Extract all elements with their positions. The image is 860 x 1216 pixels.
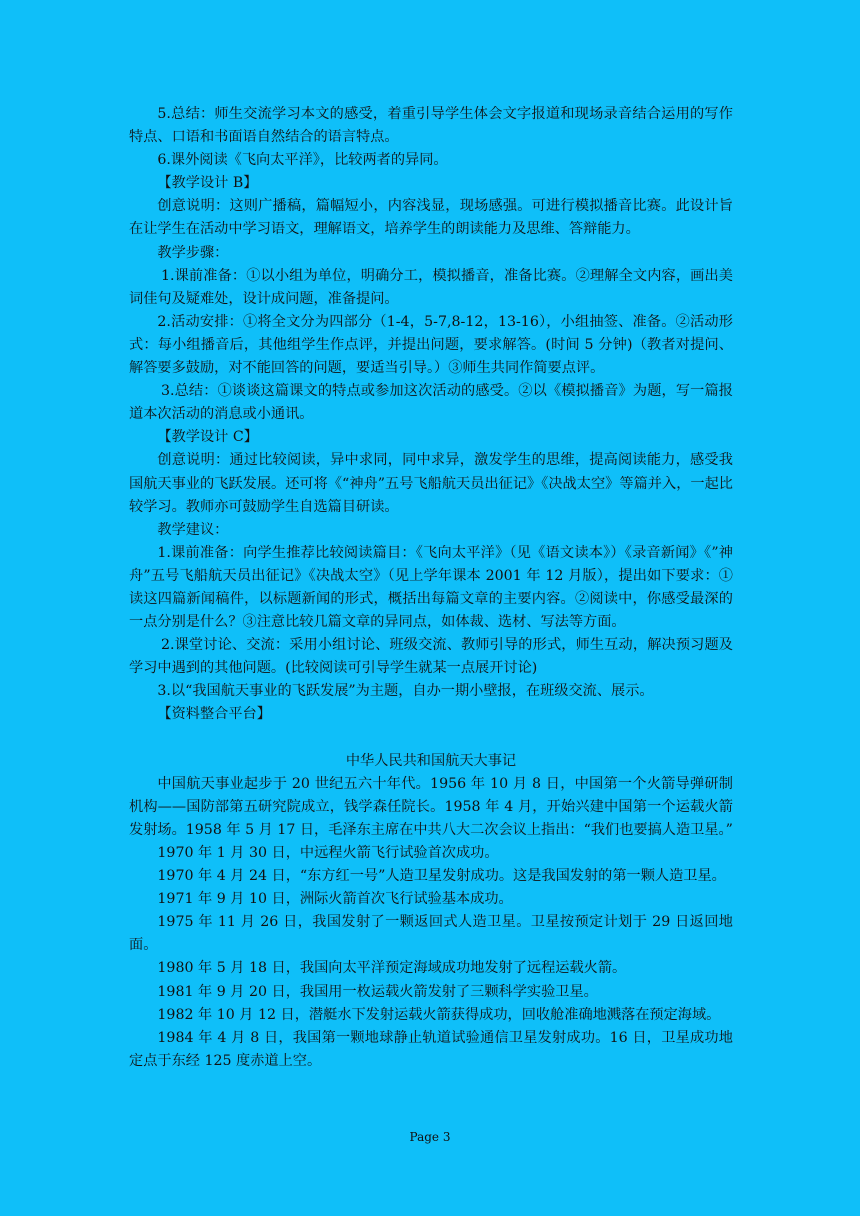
- paragraph: 2.课堂讨论、交流：采用小组讨论、班级交流、教师引导的形式，师生互动，解决预习题及学习中遇到的其他问题。(比较阅读可引导学生就某一点展开讨论): [129, 637, 733, 677]
- paragraph: 1980 年 5 月 18 日，我国向太平洋预定海域成功地发射了远程运载火箭。: [157, 960, 627, 977]
- section-heading-resources: 【资料整合平台】: [157, 706, 271, 723]
- paragraph: 1981 年 9 月 20 日，我国用一枚运载火箭发射了三颗科学实验卫星。: [157, 983, 598, 1000]
- paragraph: 5.总结：师生交流学习本文的感受，着重引导学生体会文字报道和现场录音结合运用的写作特点、口语和书面语自然结合的语言特点。: [129, 106, 733, 146]
- blank-line: [129, 727, 733, 750]
- paragraph: 3.总结：①谈谈这篇课文的特点或参加这次活动的感受。②以《模拟播音》为题，写一篇报道本次活动的消息或小通讯。: [129, 383, 733, 423]
- paragraph: 1.课前准备：①以小组为单位，明确分工，模拟播音，准备比赛。②理解全文内容，画出美词佳句及疑难处，设计成问题，准备提问。: [129, 267, 733, 307]
- paragraph: 1984 年 4 月 8 日，我国第一颗地球静止轨道试验通信卫星发射成功。16 日，卫星成功地定点于东经 125 度赤道上空。: [129, 1029, 733, 1069]
- paragraph: 1970 年 1 月 30 日，中远程火箭飞行试验首次成功。: [157, 845, 499, 861]
- section-title: 中华人民共和国航天大事记: [345, 752, 517, 769]
- page-footer: [0, 1130, 860, 1144]
- section-heading-design-b: 【教学设计 B】: [157, 175, 258, 192]
- paragraph: 1970 年 4 月 24 日，“东方红一号”人造卫星发射成功。这是我国发射的第一颗人造卫星。: [157, 868, 726, 885]
- paragraph: 中国航天事业起步于 20 世纪五六十年代。1956 年 10 月 8 日，中国第一个火箭导弹研制机构——国防部第五研究院成立，钱学森任院长。1958 年 4 月，开始兴建中国第一个运载火箭发射场。1958 年 5 月 17 日，毛泽东主席在中共八大二次会议上指出：“我们也要搞人造卫星。”: [129, 775, 733, 838]
- paragraph: 3.以“我国航天事业的飞跃发展”为主题，自办一期小壁报，在班级交流、展示。: [157, 683, 654, 700]
- paragraph: 2.活动安排：①将全文分为四部分（1-4，5-7,8-12，13-16），小组抽签、准备。②活动形式：每小组播音后，其他组学生作点评，并提出问题，要求解答。(时间 5 分钟)（教者对提问、解答要多鼓励，对不能回答的问题，要适当引导。）③师生共同作简要点评。: [129, 313, 733, 377]
- section-heading-design-c: 【教学设计 C】: [157, 429, 258, 446]
- page-number: Page 3: [409, 1130, 451, 1144]
- paragraph: 1982 年 10 月 12 日，潜艇水下发射运载火箭获得成功，回收舱准确地溅落在预定海域。: [157, 1006, 721, 1023]
- paragraph: 6.课外阅读《飞向太平洋》，比较两者的异同。: [157, 152, 448, 169]
- paragraph: 1.课前准备：向学生推荐比较阅读篇目：《飞向太平洋》（见《语文读本》）《录音新闻》《”神舟”五号飞船航天员出征记》《决战太空》（见上学年课本 2001 年 12 月版），提出如下要求：①读这四篇新闻稿件，以标题新闻的形式，概括出每篇文章的主要内容。②阅读中，你感受最深的一点分别是什么？③注意比较几篇文章的异同点，如体裁、选材、写法等方面。: [129, 544, 733, 631]
- paragraph: 1971 年 9 月 10 日，洲际火箭首次飞行试验基本成功。: [157, 891, 513, 908]
- page-body: [129, 103, 733, 1073]
- paragraph: 1975 年 11 月 26 日，我国发射了一颗返回式人造卫星。卫星按预定计划于 29 日返回地面。: [129, 914, 733, 954]
- paragraph: 教学建议：: [157, 521, 229, 538]
- paragraph: 教学步骤：: [157, 244, 229, 261]
- paragraph: 创意说明：通过比较阅读，异中求同，同中求异，激发学生的思维，提高阅读能力，感受我国航天事业的飞跃发展。还可将《“神舟”五号飞船航天员出征记》《决战太空》等篇并入，一起比较学习。教师亦可鼓励学生自选篇目研读。: [129, 452, 733, 515]
- paragraph: 创意说明：这则广播稿，篇幅短小，内容浅显，现场感强。可进行模拟播音比赛。此设计旨在让学生在活动中学习语文，理解语文，培养学生的朗读能力及思维、答辩能力。: [129, 198, 733, 238]
